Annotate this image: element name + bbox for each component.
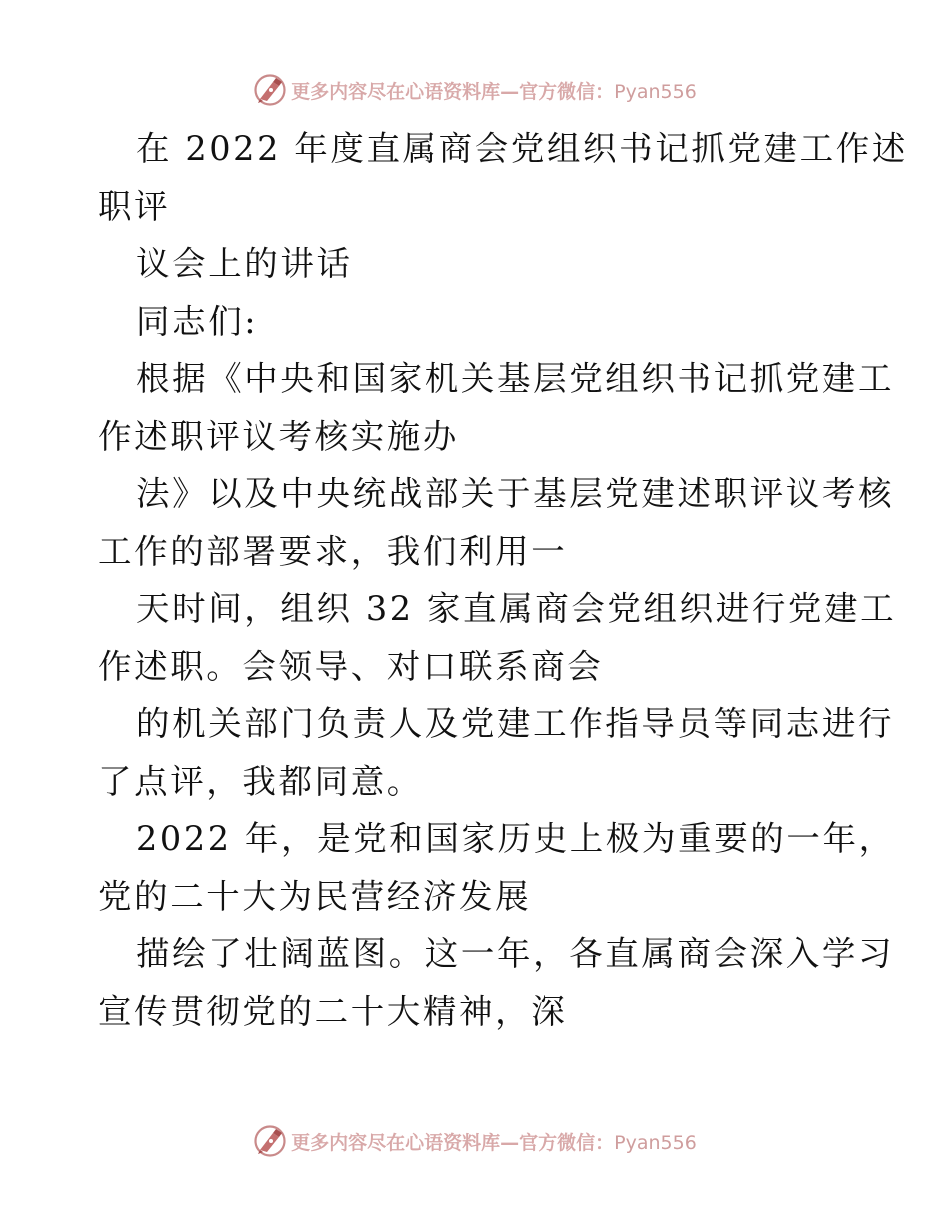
text-line: 议会上的讲话 xyxy=(136,244,353,283)
text-line: 天时间，组织 32 家直属商会党组织进行党建工 xyxy=(136,589,897,628)
text-line: 宣传贯彻党的二十大精神，深 xyxy=(98,991,568,1031)
text-line: 党的二十大为民营经济发展 xyxy=(98,876,532,916)
footer-watermark xyxy=(0,1121,950,1161)
text-line: 根据《中央和国家机关基层党组织书记抓党建工 xyxy=(136,359,895,398)
text-line: 描绘了壮阔蓝图。这一年，各直属商会深入学习 xyxy=(136,934,895,973)
text-line: 工作的部署要求，我们利用一 xyxy=(98,531,568,571)
pen-nib-logo-icon xyxy=(253,1124,287,1158)
pen-nib-logo-icon xyxy=(253,73,287,107)
text-line: 作述职评议考核实施办 xyxy=(98,416,459,456)
watermark-text: 更多内容尽在心语资料库—官方微信：Pyan556 xyxy=(291,1131,697,1154)
document-body xyxy=(98,120,908,1040)
text-line: 同志们: xyxy=(136,301,259,341)
text-line: 了点评，我都同意。 xyxy=(98,761,423,801)
text-line: 2022 年，是党和国家历史上极为重要的一年， xyxy=(136,819,895,858)
watermark-text: 更多内容尽在心语资料库—官方微信：Pyan556 xyxy=(291,80,697,103)
text-line: 的机关部门负责人及党建工作指导员等同志进行 xyxy=(136,704,895,743)
text-line: 职评 xyxy=(98,186,171,226)
text-line: 法》以及中央统战部关于基层党建述职评议考核 xyxy=(136,474,895,513)
header-watermark xyxy=(0,70,950,110)
text-line: 在 2022 年度直属商会党组织书记抓党建工作述 xyxy=(136,129,908,168)
text-line: 作述职。会领导、对口联系商会 xyxy=(98,646,604,686)
